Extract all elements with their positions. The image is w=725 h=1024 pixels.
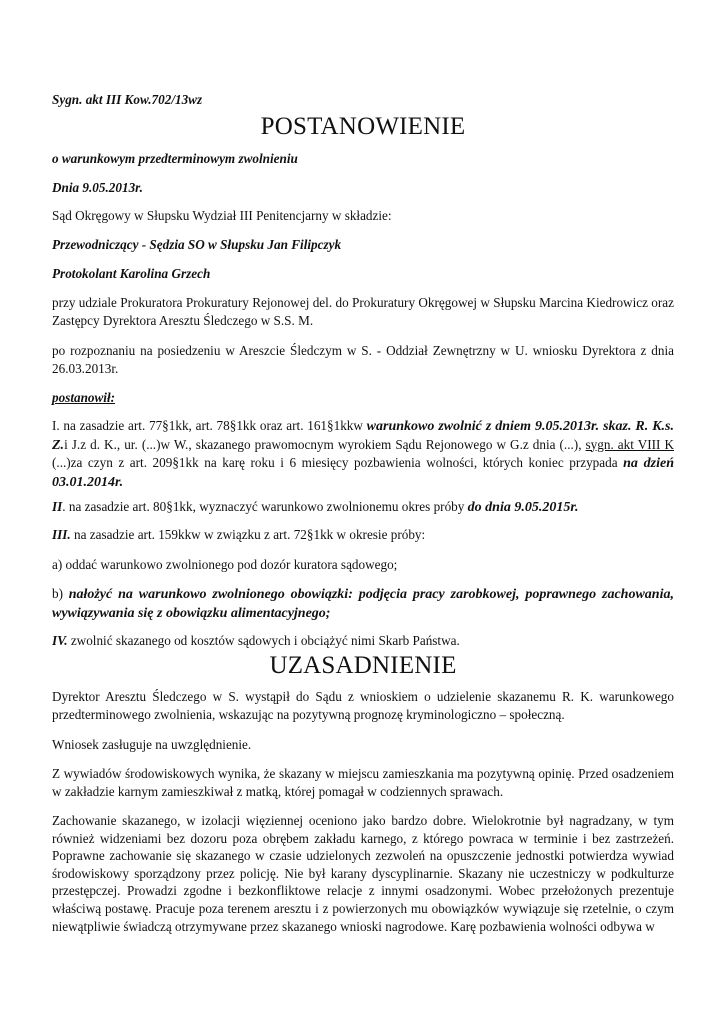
ruling-point-3	[52, 526, 674, 544]
ruling-date: Dnia 9.05.2013r.	[52, 180, 143, 195]
point-3b-label: b)	[52, 586, 69, 601]
point-3b-obligations: nałożyć na warunkowo zwolnionego obowiązki: podjęcia pracy zarobkowej, poprawnego zachowania, wywiązywania się z obowiązku alimentacyjnego;	[52, 587, 674, 621]
justification-paragraph-1: Dyrektor Aresztu Śledczego w S. wystąpił do Sądu z wnioskiem o udzielenie skazanemu R. K. warunkowego przedterminowego zwolnienia, wskazując na pozytywną prognozę kryminologiczno – społeczną.	[52, 689, 674, 722]
case-signature: Sygn. akt III Kow.702/13wz	[52, 92, 203, 107]
justification-title: UZASADNIENIE	[269, 652, 457, 679]
point-2-basis: . na zasadzie art. 80§1kk, wyznaczyć warunkowo zwolnionemu okres próby	[62, 499, 468, 514]
hearing-paragraph: po rozpoznaniu na posiedzeniu w Areszcie Śledczym w S. - Oddział Zewnętrzny w U. wniosku Dyrektora z dnia 26.03.2013r.	[52, 343, 674, 376]
point-1-end-date: na dzień 03.01.2014r.	[52, 456, 675, 490]
point-1-basis: I. na zasadzie art. 77§1kk, art. 78§1kk oraz art. 161§1kkw	[52, 418, 367, 433]
ruling-point-1	[52, 417, 674, 491]
decided-label: postanowił:	[52, 390, 116, 405]
court-chair: Przewodniczący - Sędzia SO w Słupsku Jan Filipczyk	[52, 237, 342, 252]
ruling-point-2	[52, 498, 674, 517]
point-1-case-ref: sygn. akt VIII K	[585, 436, 674, 452]
court-clerk: Protokolant Karolina Grzech	[52, 266, 211, 281]
point-1-release: warunkowo zwolnić z dniem 9.05.2013r. skaz. R. K.s. Z.	[52, 419, 675, 453]
point-4-number: IV.	[52, 633, 68, 648]
justification-paragraph-2: Wniosek zasługuje na uwzględnienie.	[52, 737, 252, 752]
justification-paragraph-4: Zachowanie skazanego, w izolacji więziennej oceniono jako bardzo dobre. Wielokrotnie był nagradzany, w tym również widzeniami bez dozoru poza obrębem zakładu karnego, z którego powraca w terminie i bez zastrzeżeń. Poprawne zachowanie się skazanego w czasie udzielonych zezwoleń na opuszczenie jednostki potwierdza wywiad środowiskowy sporządzony przez policję. Nie był karany dyscyplinarnie. Skazany nie uczestniczy w podkulturze przestępczej. Prowadzi zgodne i bezkonfliktowe relacje z innymi osadzonymi. Wobec przełożonych prezentuje właściwą postawę. Pracuje poza terenem aresztu i z powierzonych mu obowiązków wywiązuje się rzetelnie, o czym niewątpliwie świadczą otrzymywane przez skazanego wnioski nagrodowe. Karę pozbawienia wolności odbywa w	[52, 813, 674, 934]
point-2-probation-date: do dnia 9.05.2015r.	[467, 500, 579, 515]
ruling-point-3b	[52, 585, 674, 622]
document-subtitle: o warunkowym przedterminowym zwolnieniu	[52, 151, 298, 166]
point-3-basis: na zasadzie art. 159kkw w związku z art. 72§1kk w okresie próby:	[70, 527, 426, 542]
court-composition: Sąd Okręgowy w Słupsku Wydział III Penitencjarny w składzie:	[52, 208, 392, 223]
ruling-point-3a: a) oddać warunkowo zwolnionego pod dozór kuratora sądowego;	[52, 557, 398, 572]
point-3-number: III.	[52, 527, 71, 542]
point-2-number: II	[52, 499, 63, 514]
point-1-details: i J.z d. K., ur. (...)w W., skazanego prawomocnym wyrokiem Sądu Rejonowego w G.z dnia (...),	[64, 436, 586, 452]
justification-paragraph-3: Z wywiadów środowiskowych wynika, że skazany w miejscu zamieszkania ma pozytywną opinię. Przed osadzeniem w zakładzie karnym zamieszkiwał z matką, której pomagał w codziennych sprawach.	[52, 766, 674, 799]
ruling-point-4	[52, 632, 674, 650]
participation-paragraph: przy udziale Prokuratora Prokuratury Rejonowej del. do Prokuratury Okręgowej w Słupsku Marcina Kiedrowicz oraz Zastępcy Dyrektora Aresztu Śledczego w S.S. M.	[52, 295, 674, 328]
document-title: POSTANOWIENIE	[260, 113, 466, 140]
point-4-costs: zwolnić skazanego od kosztów sądowych i obciążyć nimi Skarb Państwa.	[67, 633, 460, 648]
point-1-sentence: (...)za czyn z art. 209§1kk na karę roku i 6 miesięcy pozbawienia wolności, których koniec przypada	[52, 455, 624, 471]
